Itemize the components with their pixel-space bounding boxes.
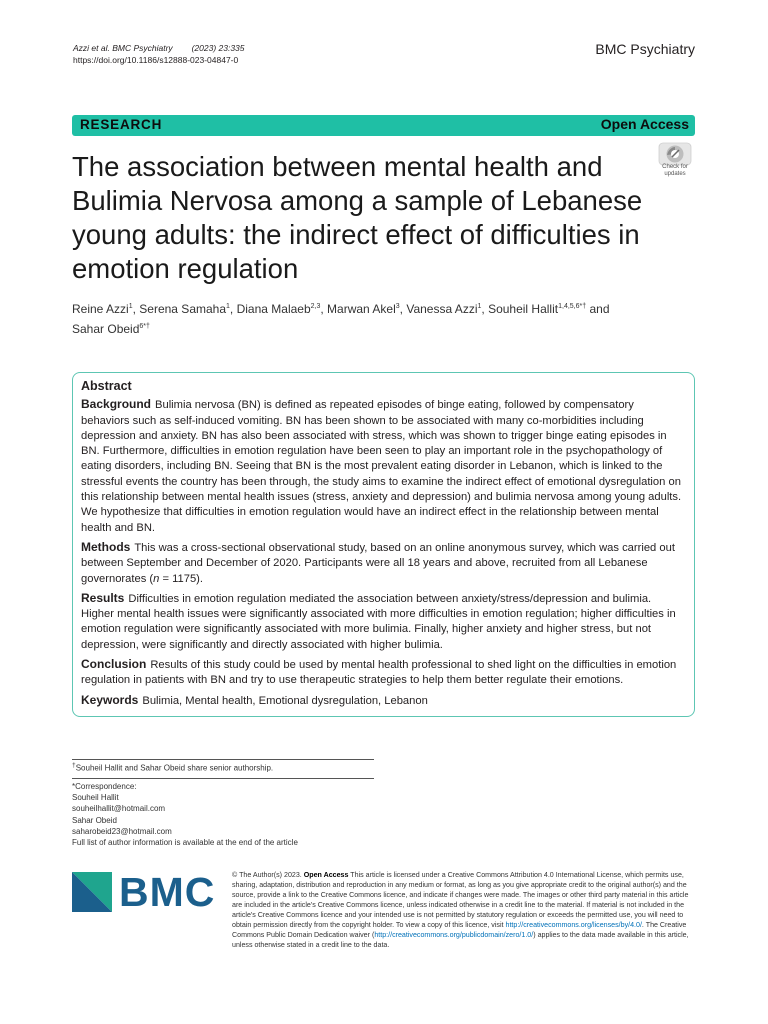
methods-n: n (153, 572, 160, 585)
author-and: and (589, 302, 610, 316)
copyright: © The Author(s) 2023. (232, 871, 302, 879)
citation-year-volume: (2023) 23:335 (191, 43, 245, 53)
abstract-background (81, 397, 684, 536)
correspondence-divider (72, 778, 374, 779)
open-access-label: Open Access (600, 116, 689, 132)
background-text: Bulimia nervosa (BN) is defined as repeated episodes of binge eating, followed by compensatory behaviors such as self-induced vomiting. BN has been shown to be associated with many co-morbidities including depression and anxiety. BN has also been associated with stress, which was shown to trigger binge eating episodes in BN. Furthermore, difficulties in emotion regulation have been seen to play an important role in the psychopathology of eating disorders, including BN. Seeing that BN is the most prevalent eating disorder in Lebanon, which is linked to the stressful events the country has been through, the study aims to examine the indirect effect of emotional dysregulation on this relationship between mental health issues (stress, anxiety and depression) and bulimia nervosa among young adults. We hypothesize that difficulties in emotion regulation would have an indirect effect in the relationship between mental health and BN. (81, 399, 682, 534)
results-text: Difficulties in emotion regulation mediated the association between anxiety/stress/depression and bulimia. Higher mental health issues were significantly associated with more difficulties in emotion regulation; higher difficulties in emotion regulation were significantly associated with more bulimia. Finally, higher anxiety and higher stress, but not depression, were significantly and directly associated with higher bulimia. (81, 592, 676, 651)
background-label: Background (81, 397, 152, 412)
abstract-box (72, 372, 695, 717)
footnote-divider (72, 759, 374, 760)
abstract-conclusion (81, 657, 684, 689)
abstract-methods (81, 540, 684, 587)
check-for-updates-label (654, 164, 696, 178)
author-name[interactable]: Serena Samaha (139, 302, 227, 316)
correspondent-email[interactable]: souheilhallit@hotmail.com (72, 804, 166, 814)
author-name[interactable]: Reine Azzi (72, 302, 129, 316)
license-text (232, 870, 694, 950)
journal-name: BMC Psychiatry (595, 41, 695, 57)
citation-authors: Azzi et al. BMC Psychiatry (73, 43, 173, 53)
author-list: Reine Azzi$^1$, Serena Samaha$^1$, Diana Malaeb$^{2,3}$, Marwan Akel$^3$, Vanessa Azzi$^1$, Souheil Hallit$^{1,4,5,6*\dagger}$ and Sahar Obeid$^{6*\dagger}$ (72, 302, 610, 336)
correspondent-name: Souheil Hallit (72, 793, 119, 803)
author-affil: 1,4,5,6*† (558, 303, 587, 310)
author-affil: 6*† (139, 323, 150, 330)
author-name[interactable]: Sahar Obeid (72, 322, 140, 336)
correspondent-email[interactable]: saharobeid23@hotmail.com (72, 826, 172, 836)
doi-link[interactable]: https://doi.org/10.1186/s12888-023-04847-0 (73, 55, 239, 65)
author-name[interactable]: Vanessa Azzi (406, 302, 478, 316)
author-name[interactable]: Marwan Akel (327, 302, 396, 316)
methods-text-end: = 1175). (159, 572, 204, 585)
author-affil: 1 (128, 303, 133, 310)
correspondent-name: Sahar Obeid (72, 815, 117, 825)
article-type-label: RESEARCH (80, 117, 163, 132)
author-name[interactable]: Diana Malaeb (236, 302, 311, 316)
keywords-label: Keywords (81, 692, 139, 707)
author-affil: 1 (477, 303, 482, 310)
author-name[interactable]: Souheil Hallit (488, 302, 559, 316)
license-body-3: ) applies to the data made available in this article, unless otherwise stated in a credit line to the data. (232, 931, 689, 949)
correspondence-label: *Correspondence: (72, 782, 137, 791)
bmc-logo-text: BMC (119, 869, 216, 915)
license-body-2: . The Creative Commons Public Domain Dedication waiver ( (232, 921, 687, 939)
badge-line2: updates (664, 171, 686, 177)
author-affil: 1 (226, 303, 230, 310)
bmc-logo (72, 869, 218, 915)
check-for-updates-badge[interactable] (654, 142, 696, 182)
citation-header (73, 42, 245, 66)
methods-label: Methods (81, 539, 131, 554)
results-label: Results (81, 590, 125, 605)
abstract-results (81, 591, 684, 653)
methods-text: This was a cross-sectional observational study, based on an online anonymous survey, which was carried out between September and December of 2020. Participants were all 18 years and above, recruited from all Lebanese governorates ( (81, 541, 675, 585)
keywords-text: Bulimia, Mental health, Emotional dysregulation, Lebanon (142, 694, 428, 707)
abstract-keywords (81, 693, 684, 709)
cc-by-link[interactable]: http://creativecommons.org/licenses/by/4.0/ (505, 921, 642, 929)
abstract-heading: Abstract (81, 379, 132, 393)
dagger-mark: † (72, 762, 76, 769)
badge-line1: Check for (662, 164, 688, 170)
article-type-bar (72, 115, 695, 136)
senior-authorship-note (72, 762, 273, 773)
bmc-logo-mark-icon (72, 872, 112, 912)
check-for-updates-icon (654, 142, 696, 166)
author-affil: 2,3 (310, 303, 321, 310)
author-info-note: Full list of author information is available at the end of the article (72, 838, 298, 848)
cc-zero-link[interactable]: http://creativecommons.org/publicdomain/zero/1.0/ (374, 931, 534, 939)
conclusion-text: Results of this study could be used by mental health professional to shed light on the difficulties in emotion regulation in patients with BN and try to use therapeutic strategies to help them better regulate their emotions. (81, 659, 677, 687)
conclusion-label: Conclusion (81, 657, 147, 672)
author-affil: 3 (395, 303, 400, 310)
license-body: This article is licensed under a Creative Commons Attribution 4.0 International License, which permits use, sharing, adaptation, distribution and reproduction in any medium or format, as long as you give appropriate credit to the original author(s) and the source, provide a link to the Creative Commons licence, and indicate if changes were made. The images or other third party material in this article are included in the article's Creative Commons licence, unless indicated otherwise in a credit line to the material. If material is not included in the article's Creative Commons licence and your intended use is not permitted by statutory regulation or exceeds the permitted use, you will need to obtain permission directly from the copyright holder. To view a copy of this licence, visit (232, 871, 689, 929)
senior-authorship-text: Souheil Hallit and Sahar Obeid share senior authorship. (75, 763, 274, 773)
correspondence-block (72, 781, 298, 848)
open-access-badge: Open Access (303, 871, 349, 879)
article-title: The association between mental health and Bulimia Nervosa among a sample of Lebanese young adults: the indirect effect of difficulties in emotion regulation (72, 151, 643, 284)
